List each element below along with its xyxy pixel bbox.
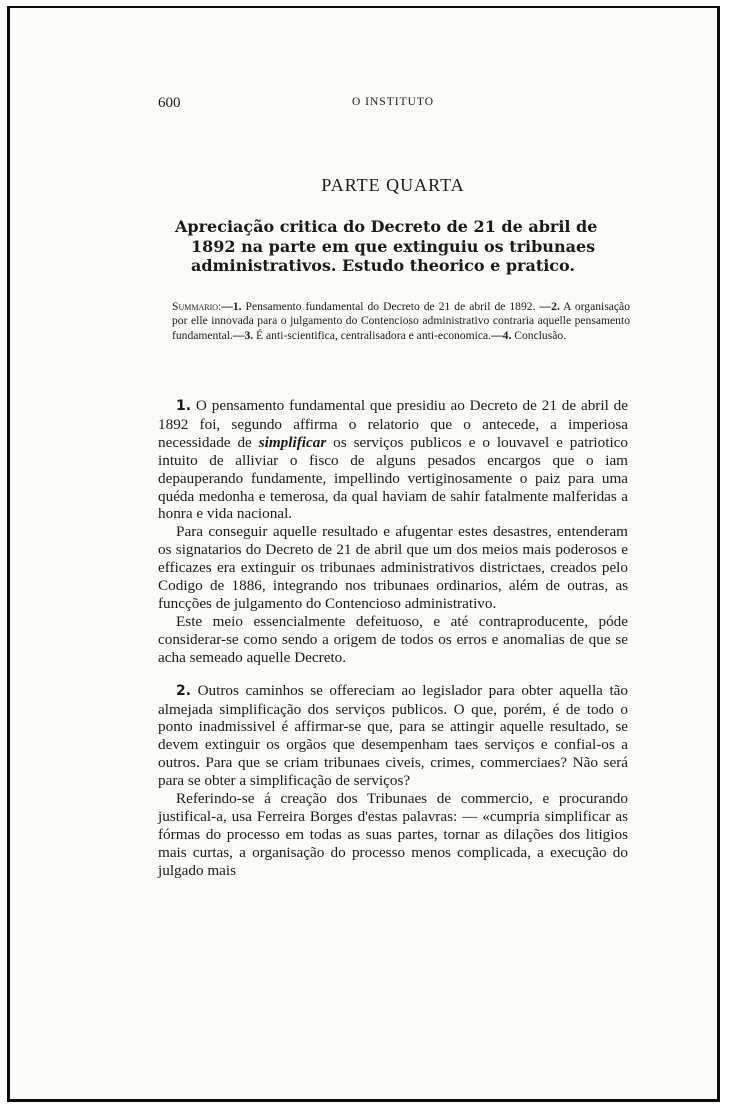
section-2-paragraph-1 — [158, 682, 628, 790]
summary-label: Summario: — [172, 300, 222, 313]
part-title: PARTE QUARTA — [321, 175, 465, 195]
summary-item-number: —3. — [232, 328, 254, 342]
summary-item-number: —4. — [491, 328, 512, 342]
page-number: 600 — [158, 95, 181, 111]
summary-item-text: É anti-scientifica, centralisadora e anti-economica. — [253, 328, 492, 342]
summary-item-text: Pensamento fundamental do Decreto de 21 de abril de 1892. — [241, 300, 540, 313]
summary-item-text: A organisação por elle innovada para o julgamento do Contencioso administrativo contraria aquelle pensamento fundamental. — [172, 300, 630, 342]
section-1-paragraph-3: Este meio essencialmente defeituoso, e até contraproducente, póde considerar-se como sendo a origem de todos os erros e anomalias de que se acha semeado aquelle Decreto. — [158, 612, 628, 666]
summary-item-number: —2. — [539, 300, 560, 313]
section-1-paragraph-1 — [158, 397, 628, 523]
body-text — [158, 397, 628, 880]
section-1-paragraph-2: Para conseguir aquelle resultado e afugentar estes desastres, entenderam os signatarios do Decreto de 21 de abril que um dos meios mais poderosos e efficazes era extinguir os tribunaes administrativos districtaes, creados pelo Codigo de 1886, integrando nos tribunaes ordinarios, além de outras, as funcções de julgamento do Contencioso administrativo. — [158, 523, 628, 612]
chapter-title: Apreciação critica do Decreto de 21 de abril de 1892 na parte em que extinguiu os tribunaes administrativos. Estudo theorico e pratico. — [175, 217, 598, 275]
emphasized-word: simplificar — [258, 433, 327, 451]
paragraph-text: O pensamento fundamental que presidiu ao Decreto de 21 de abril de 1892 foi, segundo affirma o relatorio que o antecede, a imperiosa necessidade de — [158, 397, 628, 451]
section-number: 1. — [176, 398, 192, 414]
paragraph-text: Outros caminhos se offereciam ao legislador para obter aquella tão almejada simplificação dos serviços publicos. O que, porém, é de todo o ponto inadmissivel é affirmar-se que, para se attingir aquelle resultado, se devem extinguir os orgãos que desempenham taes serviços e confial-os a outros. Para que se criam tribunaes civeis, crimes, commerciaes? Não será para se obter a simplificação de serviços? — [158, 681, 628, 790]
summary-item-number: —1. — [221, 300, 242, 313]
section-2-paragraph-2: Referindo-se á creação dos Tribunaes de commercio, e procurando justifical-a, usa Ferreira Borges d'estas palavras: — «cumpria simplificar as fórmas do processo em todas as suas partes, tornar as dilações dos litigios mais curtas, a organisação do processo menos complicada, a execução do julgado mais — [158, 790, 628, 879]
summary-item-text: Conclusão. — [511, 328, 567, 342]
journal-title: O INSTITUTO — [351, 96, 435, 108]
paragraph-text: os serviços publicos e o louvavel e patriotico intuito de alliviar o fisco de alguns pesados encargos que o iam depauperando fundamente, impellindo vertiginosamente o paiz para uma quéda medonha e temerosa, da qual haviam de sahir fatalmente malferidas a honra e vida nacional. — [158, 433, 628, 523]
summary — [172, 300, 630, 343]
section-number: 2. — [176, 682, 192, 699]
